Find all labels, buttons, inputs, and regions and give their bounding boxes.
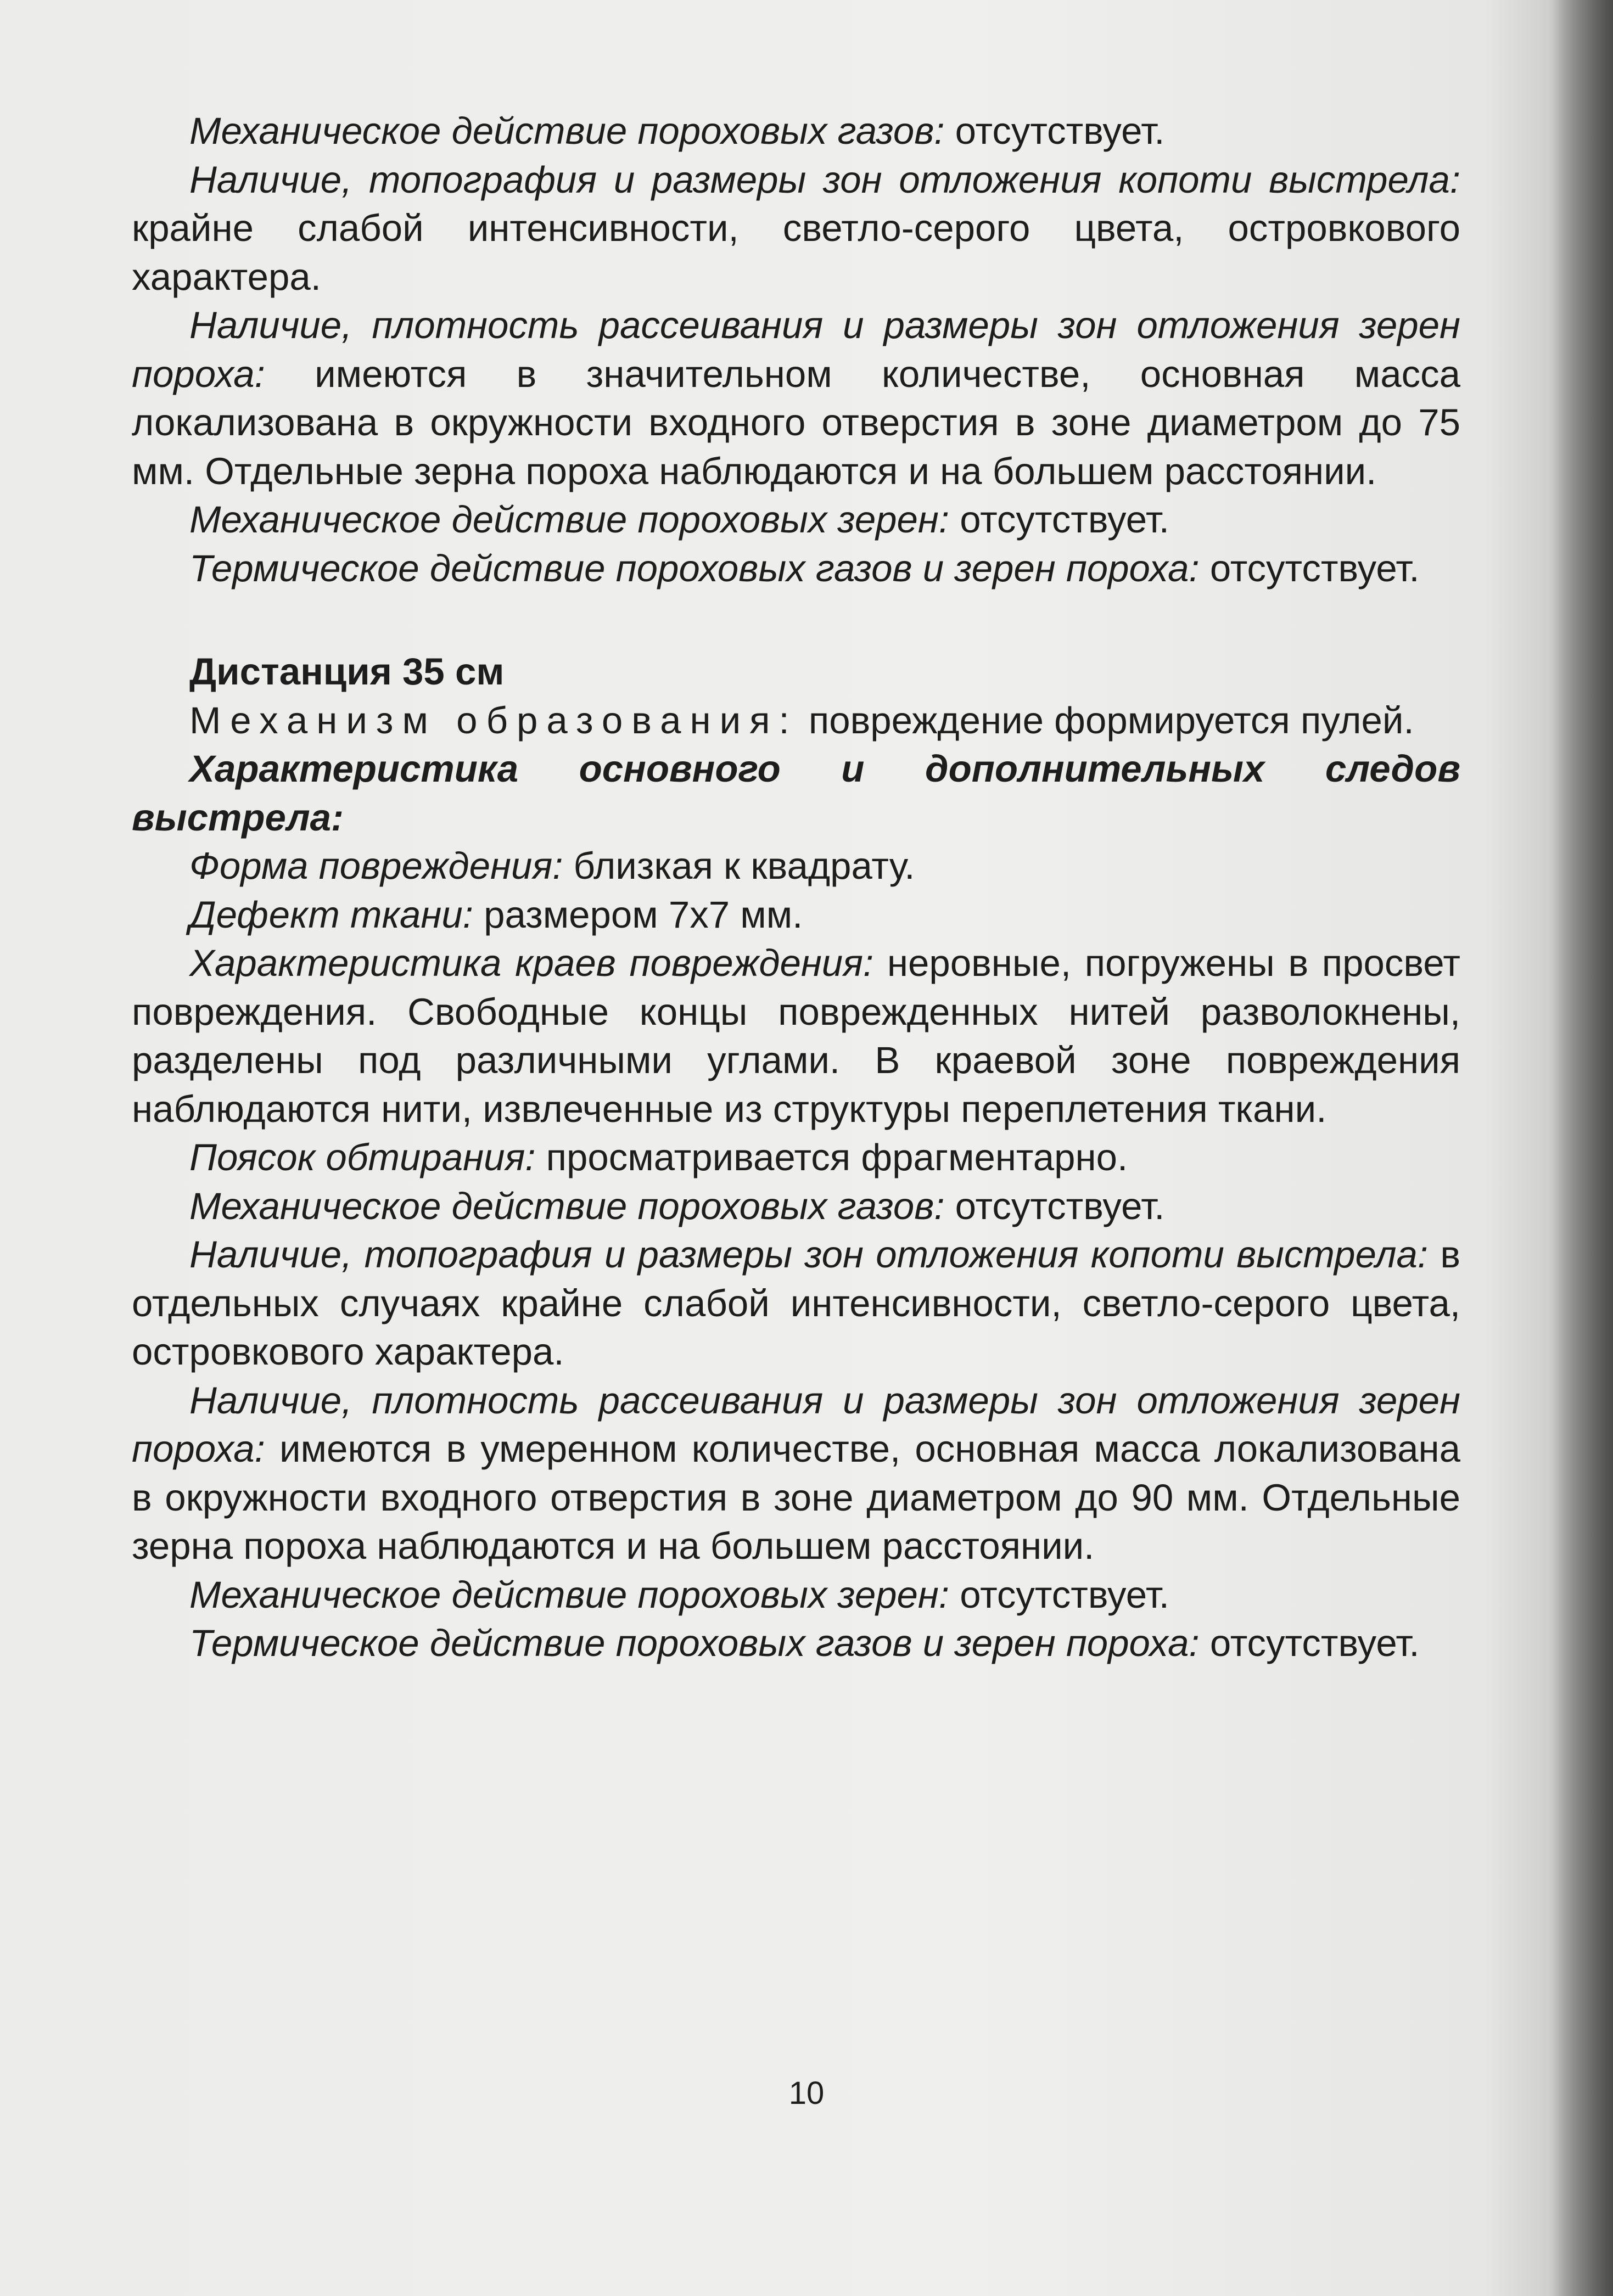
page-body — [132, 107, 1460, 1668]
paragraph — [132, 1377, 1460, 1571]
mechanism-paragraph — [132, 697, 1460, 745]
paragraph-text: имеются в значительном количестве, основная масса локализована в окружности входного отверстия в зоне диаметром до 75 мм. Отдельные зерна пороха наблюдаются и на большем расстоянии. — [132, 352, 1460, 492]
paragraph-label: Термическое действие пороховых газов и зерен пороха: — [189, 547, 1200, 590]
paragraph — [132, 939, 1460, 1133]
paragraph-text: отсутствует. — [949, 1573, 1169, 1616]
paragraph — [132, 1619, 1460, 1668]
paragraph-text: неровные, погружены в просвет повреждения. Свободные концы поврежденных нитей разволокнены, разделены под различными углами. В краевой зоне повреждения наблюдаются нити, извлеченные из структуры переплетения ткани. — [132, 942, 1460, 1130]
paragraph-text: отсутствует. — [1199, 547, 1420, 590]
paragraph-text: отсутствует. — [944, 110, 1165, 152]
paragraph-label: Дефект ткани: — [189, 893, 473, 936]
paragraph — [132, 544, 1460, 593]
page-number: 10 — [788, 2075, 825, 2111]
paragraph-label: Механическое действие пороховых газов: — [189, 1185, 945, 1227]
paragraph-label: Наличие, топография и размеры зон отложения копоти выстрела: — [189, 158, 1460, 201]
paragraph — [132, 1133, 1460, 1182]
paragraph-label: Механическое действие пороховых газов: — [189, 110, 945, 152]
paragraph-label: Наличие, плотность рассеивания и размеры зон отложения зерен пороха: — [132, 1379, 1460, 1470]
paragraph-text: отсутствует. — [944, 1185, 1165, 1227]
paragraph-label: Механическое действие пороховых зерен: — [189, 1573, 950, 1616]
paragraph-text: в отдельных случаях крайне слабой интенсивности, светло-серого цвета, островкового характера. — [132, 1233, 1460, 1373]
paragraph-text: близкая к квадрату. — [563, 845, 915, 887]
paragraph — [132, 1182, 1460, 1231]
paragraph — [132, 1231, 1460, 1377]
section-gap — [132, 593, 1460, 648]
paragraph-text: отсутствует. — [1199, 1622, 1420, 1664]
paragraph — [132, 301, 1460, 496]
paragraph — [132, 496, 1460, 544]
paragraph — [132, 891, 1460, 940]
binding-shadow — [1553, 0, 1613, 2296]
paragraph-label: Характеристика краев повреждения: — [189, 942, 874, 984]
mechanism-text: повреждение формируется пулей. — [798, 699, 1414, 742]
mechanism-label: Механизм образования: — [189, 699, 798, 742]
paragraph-label: Наличие, плотность рассеивания и размеры зон отложения зерен пороха: — [132, 304, 1460, 395]
paragraph-text: просматривается фрагментарно. — [535, 1136, 1128, 1178]
paragraph — [132, 1571, 1460, 1620]
paragraph-text: размером 7х7 мм. — [473, 893, 803, 936]
paragraph-text: отсутствует. — [949, 498, 1169, 541]
paragraph-label: Термическое действие пороховых газов и зерен пороха: — [189, 1622, 1200, 1664]
paragraph-text: имеются в умеренном количестве, основная масса локализована в окружности входного отверстия в зоне диаметром до 90 мм. Отдельные зерна пороха наблюдаются и на большем расстоянии. — [132, 1428, 1460, 1567]
paragraph — [132, 156, 1460, 302]
paragraph-text: крайне слабой интенсивности, светло-серого цвета, островкового характера. — [132, 207, 1460, 298]
section-subheading: Характеристика основного и дополнительных следов выстрела: — [132, 748, 1460, 839]
paragraph — [132, 842, 1460, 891]
paragraph — [132, 107, 1460, 156]
paragraph-label: Механическое действие пороховых зерен: — [189, 498, 950, 541]
paragraph-label: Наличие, топография и размеры зон отложения копоти выстрела: — [189, 1233, 1429, 1276]
section-heading: Дистанция 35 см — [189, 650, 505, 693]
paragraph-label: Поясок обтирания: — [189, 1136, 536, 1178]
paragraph-label: Форма повреждения: — [189, 845, 563, 887]
